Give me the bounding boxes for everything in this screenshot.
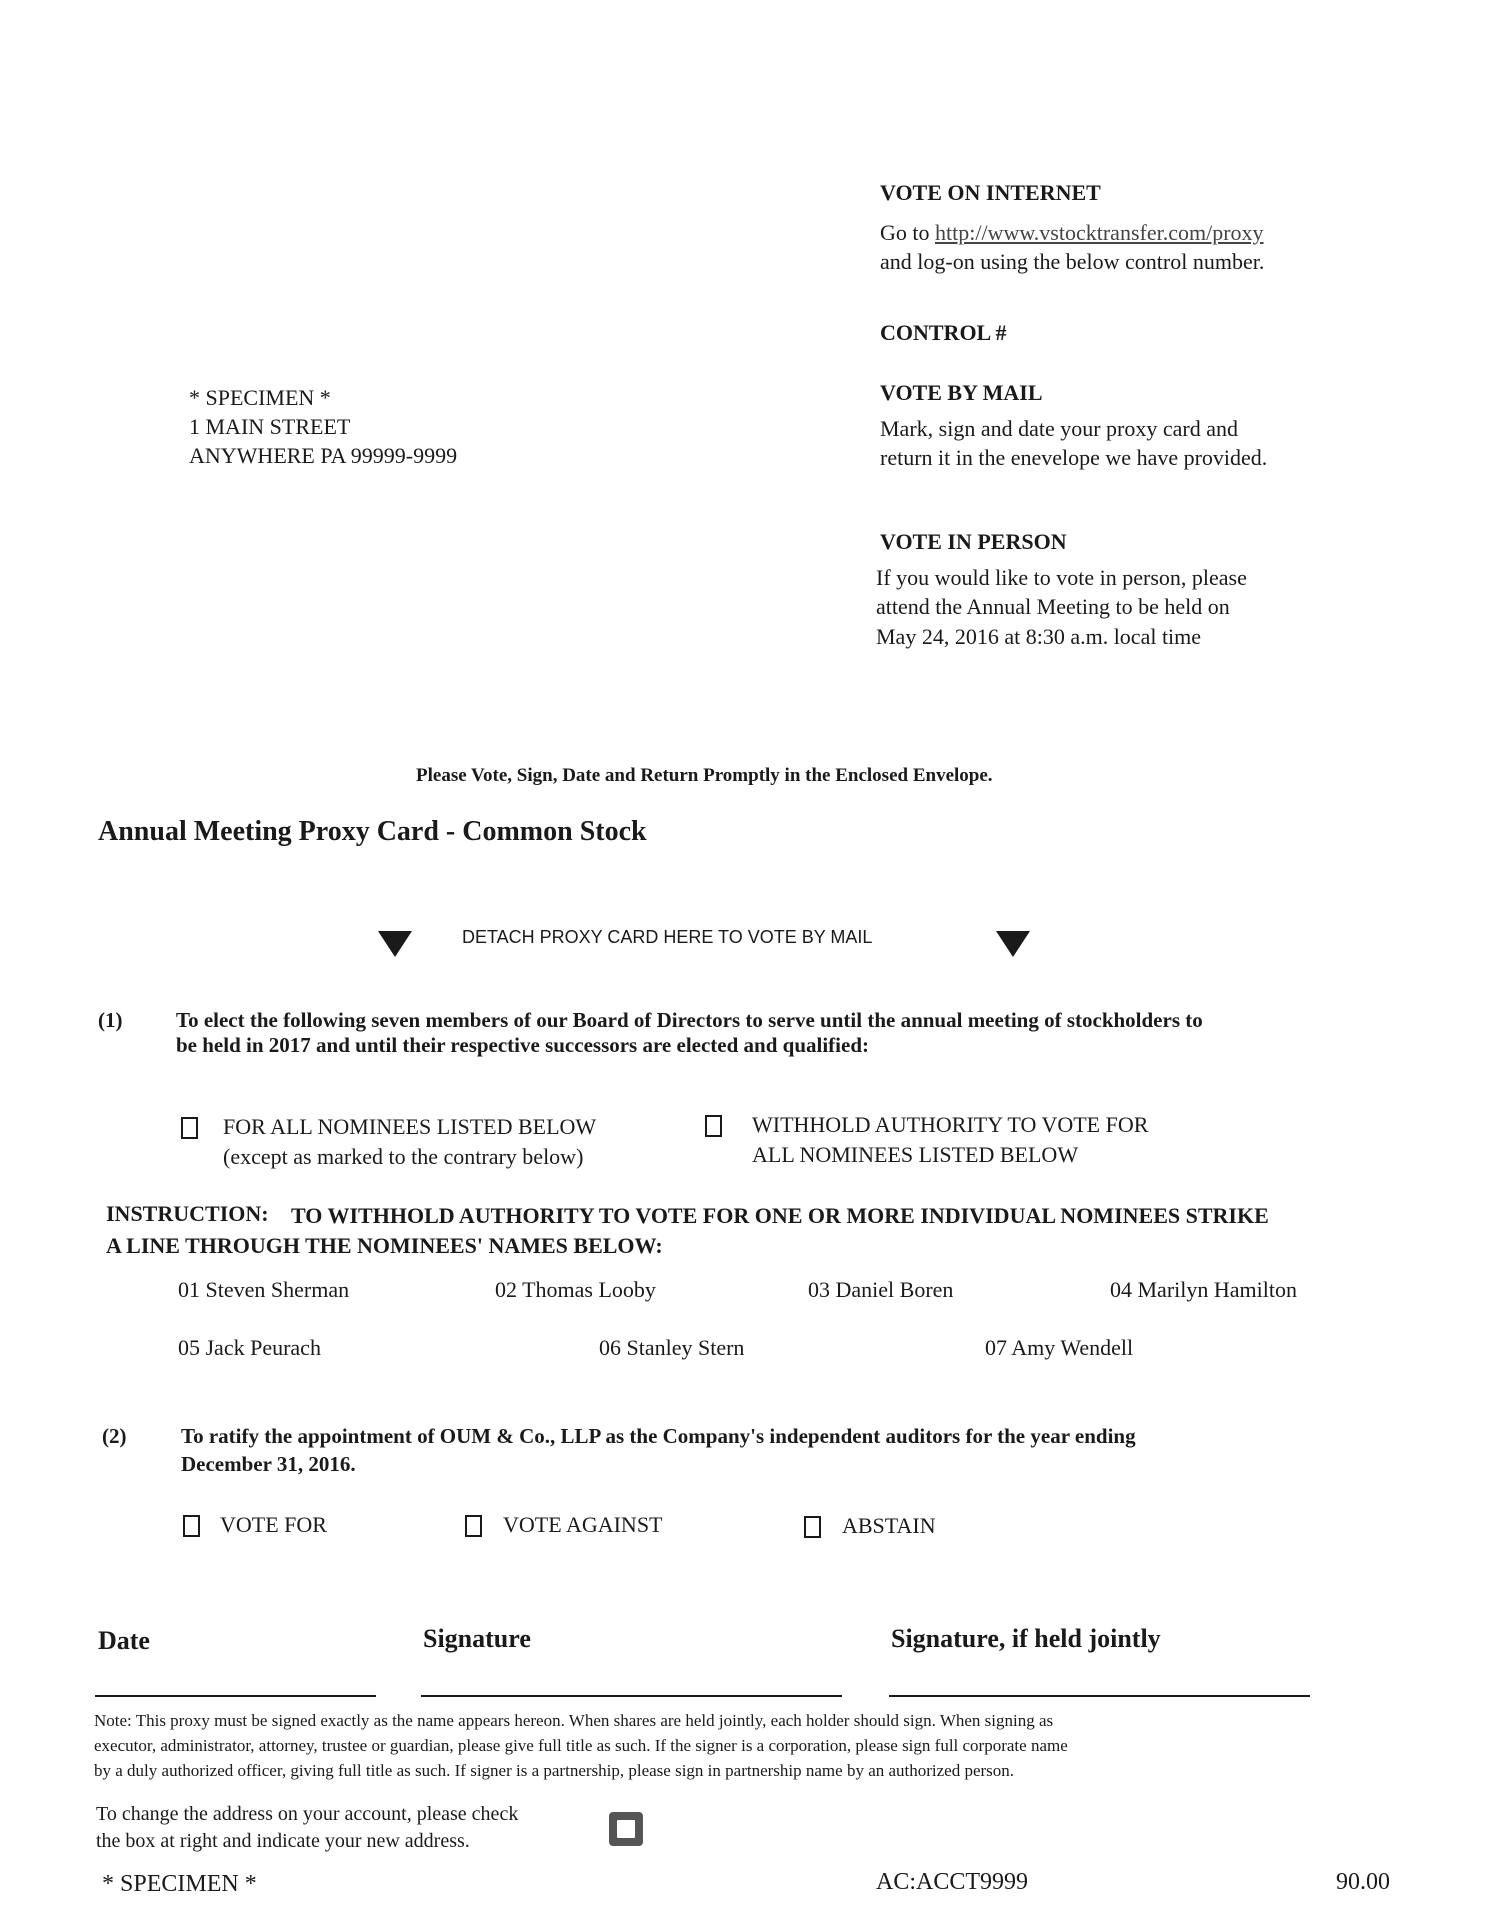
note-line3: by a duly authorized officer, giving full title as such. If signer is a partnership, please sign in partnership name by an authorized person. (94, 1761, 1015, 1780)
date-line[interactable] (95, 1695, 376, 1697)
footer-account: AC:ACCT9999 (876, 1869, 1029, 1895)
detach-arrow-right-icon (996, 931, 1030, 957)
proposal2-number: (2) (102, 1424, 127, 1448)
internet-heading: VOTE ON INTERNET (880, 180, 1101, 205)
nominee-01: 01 Steven Sherman (178, 1277, 350, 1302)
footer-specimen: * SPECIMEN * (102, 1871, 257, 1897)
nominee-03: 03 Daniel Boren (808, 1277, 954, 1302)
joint-signature-line[interactable] (889, 1695, 1310, 1697)
address-change-checkbox[interactable] (609, 1812, 643, 1846)
person-line1: If you would like to vote in person, please (876, 565, 1247, 590)
withhold-label-line2: ALL NOMINEES LISTED BELOW (752, 1142, 1079, 1167)
signature-line[interactable] (421, 1695, 842, 1697)
proposal1-line1: To elect the following seven members of our Board of Directors to serve until the annual meeting of stockholders to (176, 1008, 1203, 1032)
nominee-02: 02 Thomas Looby (495, 1277, 656, 1302)
mail-line2: return it in the enevelope we have provided. (880, 445, 1268, 470)
withhold-label-line1: WITHHOLD AUTHORITY TO VOTE FOR (752, 1112, 1149, 1137)
nominee-07: 07 Amy Wendell (985, 1335, 1134, 1360)
date-label: Date (98, 1626, 150, 1655)
address-line1: * SPECIMEN * (189, 385, 331, 410)
instruction-label: INSTRUCTION: (106, 1201, 269, 1226)
note-line2: executor, administrator, attorney, trustee or guardian, please give full title as such. If the signer is a corporation, please sign full corporate name (94, 1736, 1068, 1755)
detach-arrow-left-icon (378, 931, 412, 957)
control-label: CONTROL # (880, 320, 1007, 345)
nominee-06: 06 Stanley Stern (599, 1335, 745, 1360)
proposal2-line2: December 31, 2016. (181, 1452, 356, 1476)
address-change-line2: the box at right and indicate your new address. (96, 1830, 470, 1852)
joint-signature-label: Signature, if held jointly (891, 1624, 1161, 1653)
vote-against-label: VOTE AGAINST (503, 1512, 663, 1537)
abstain-checkbox[interactable] (804, 1516, 821, 1538)
vote-for-checkbox[interactable] (183, 1515, 200, 1537)
proposal1-number: (1) (98, 1008, 123, 1032)
card-title: Annual Meeting Proxy Card - Common Stock (98, 816, 647, 847)
signature-label: Signature (423, 1624, 531, 1653)
detach-instruction: DETACH PROXY CARD HERE TO VOTE BY MAIL (462, 927, 873, 947)
internet-prefix: Go to (880, 220, 935, 245)
mail-heading: VOTE BY MAIL (880, 380, 1043, 405)
person-line3: May 24, 2016 at 8:30 a.m. local time (876, 624, 1202, 649)
proposal2-line1: To ratify the appointment of OUM & Co., LLP as the Company's independent auditors for the year ending (181, 1424, 1136, 1448)
vote-for-label: VOTE FOR (220, 1512, 327, 1537)
nominee-05: 05 Jack Peurach (178, 1335, 321, 1360)
return-prompt: Please Vote, Sign, Date and Return Promptly in the Enclosed Envelope. (416, 765, 993, 786)
internet-line1 (880, 218, 1264, 247)
vote-against-checkbox[interactable] (465, 1515, 482, 1537)
person-heading: VOTE IN PERSON (880, 529, 1067, 554)
instruction-line2: A LINE THROUGH THE NOMINEES' NAMES BELOW: (106, 1233, 663, 1258)
for-all-label-line1: FOR ALL NOMINEES LISTED BELOW (223, 1114, 597, 1139)
for-all-nominees-checkbox[interactable] (181, 1117, 198, 1139)
proposal1-line2: be held in 2017 and until their respective successors are elected and qualified: (176, 1033, 869, 1057)
address-line2: 1 MAIN STREET (189, 414, 351, 439)
mail-line1: Mark, sign and date your proxy card and (880, 416, 1239, 441)
internet-line2: and log-on using the below control number. (880, 249, 1265, 274)
withhold-all-checkbox[interactable] (705, 1115, 722, 1137)
abstain-label: ABSTAIN (842, 1513, 936, 1538)
proxy-url-link[interactable]: http://www.vstocktransfer.com/proxy (935, 220, 1264, 245)
address-change-checkbox-inner (617, 1820, 635, 1838)
address-line3: ANYWHERE PA 99999-9999 (189, 443, 458, 468)
nominee-04: 04 Marilyn Hamilton (1110, 1277, 1297, 1302)
address-change-line1: To change the address on your account, please check (96, 1803, 519, 1825)
person-line2: attend the Annual Meeting to be held on (876, 594, 1230, 619)
instruction-line1: TO WITHHOLD AUTHORITY TO VOTE FOR ONE OR MORE INDIVIDUAL NOMINEES STRIKE (291, 1203, 1269, 1228)
footer-amount: 90.00 (1336, 1869, 1390, 1895)
for-all-label-line2: (except as marked to the contrary below) (223, 1144, 584, 1169)
note-line1: Note: This proxy must be signed exactly as the name appears hereon. When shares are held jointly, each holder should sign. When signing as (94, 1711, 1054, 1730)
